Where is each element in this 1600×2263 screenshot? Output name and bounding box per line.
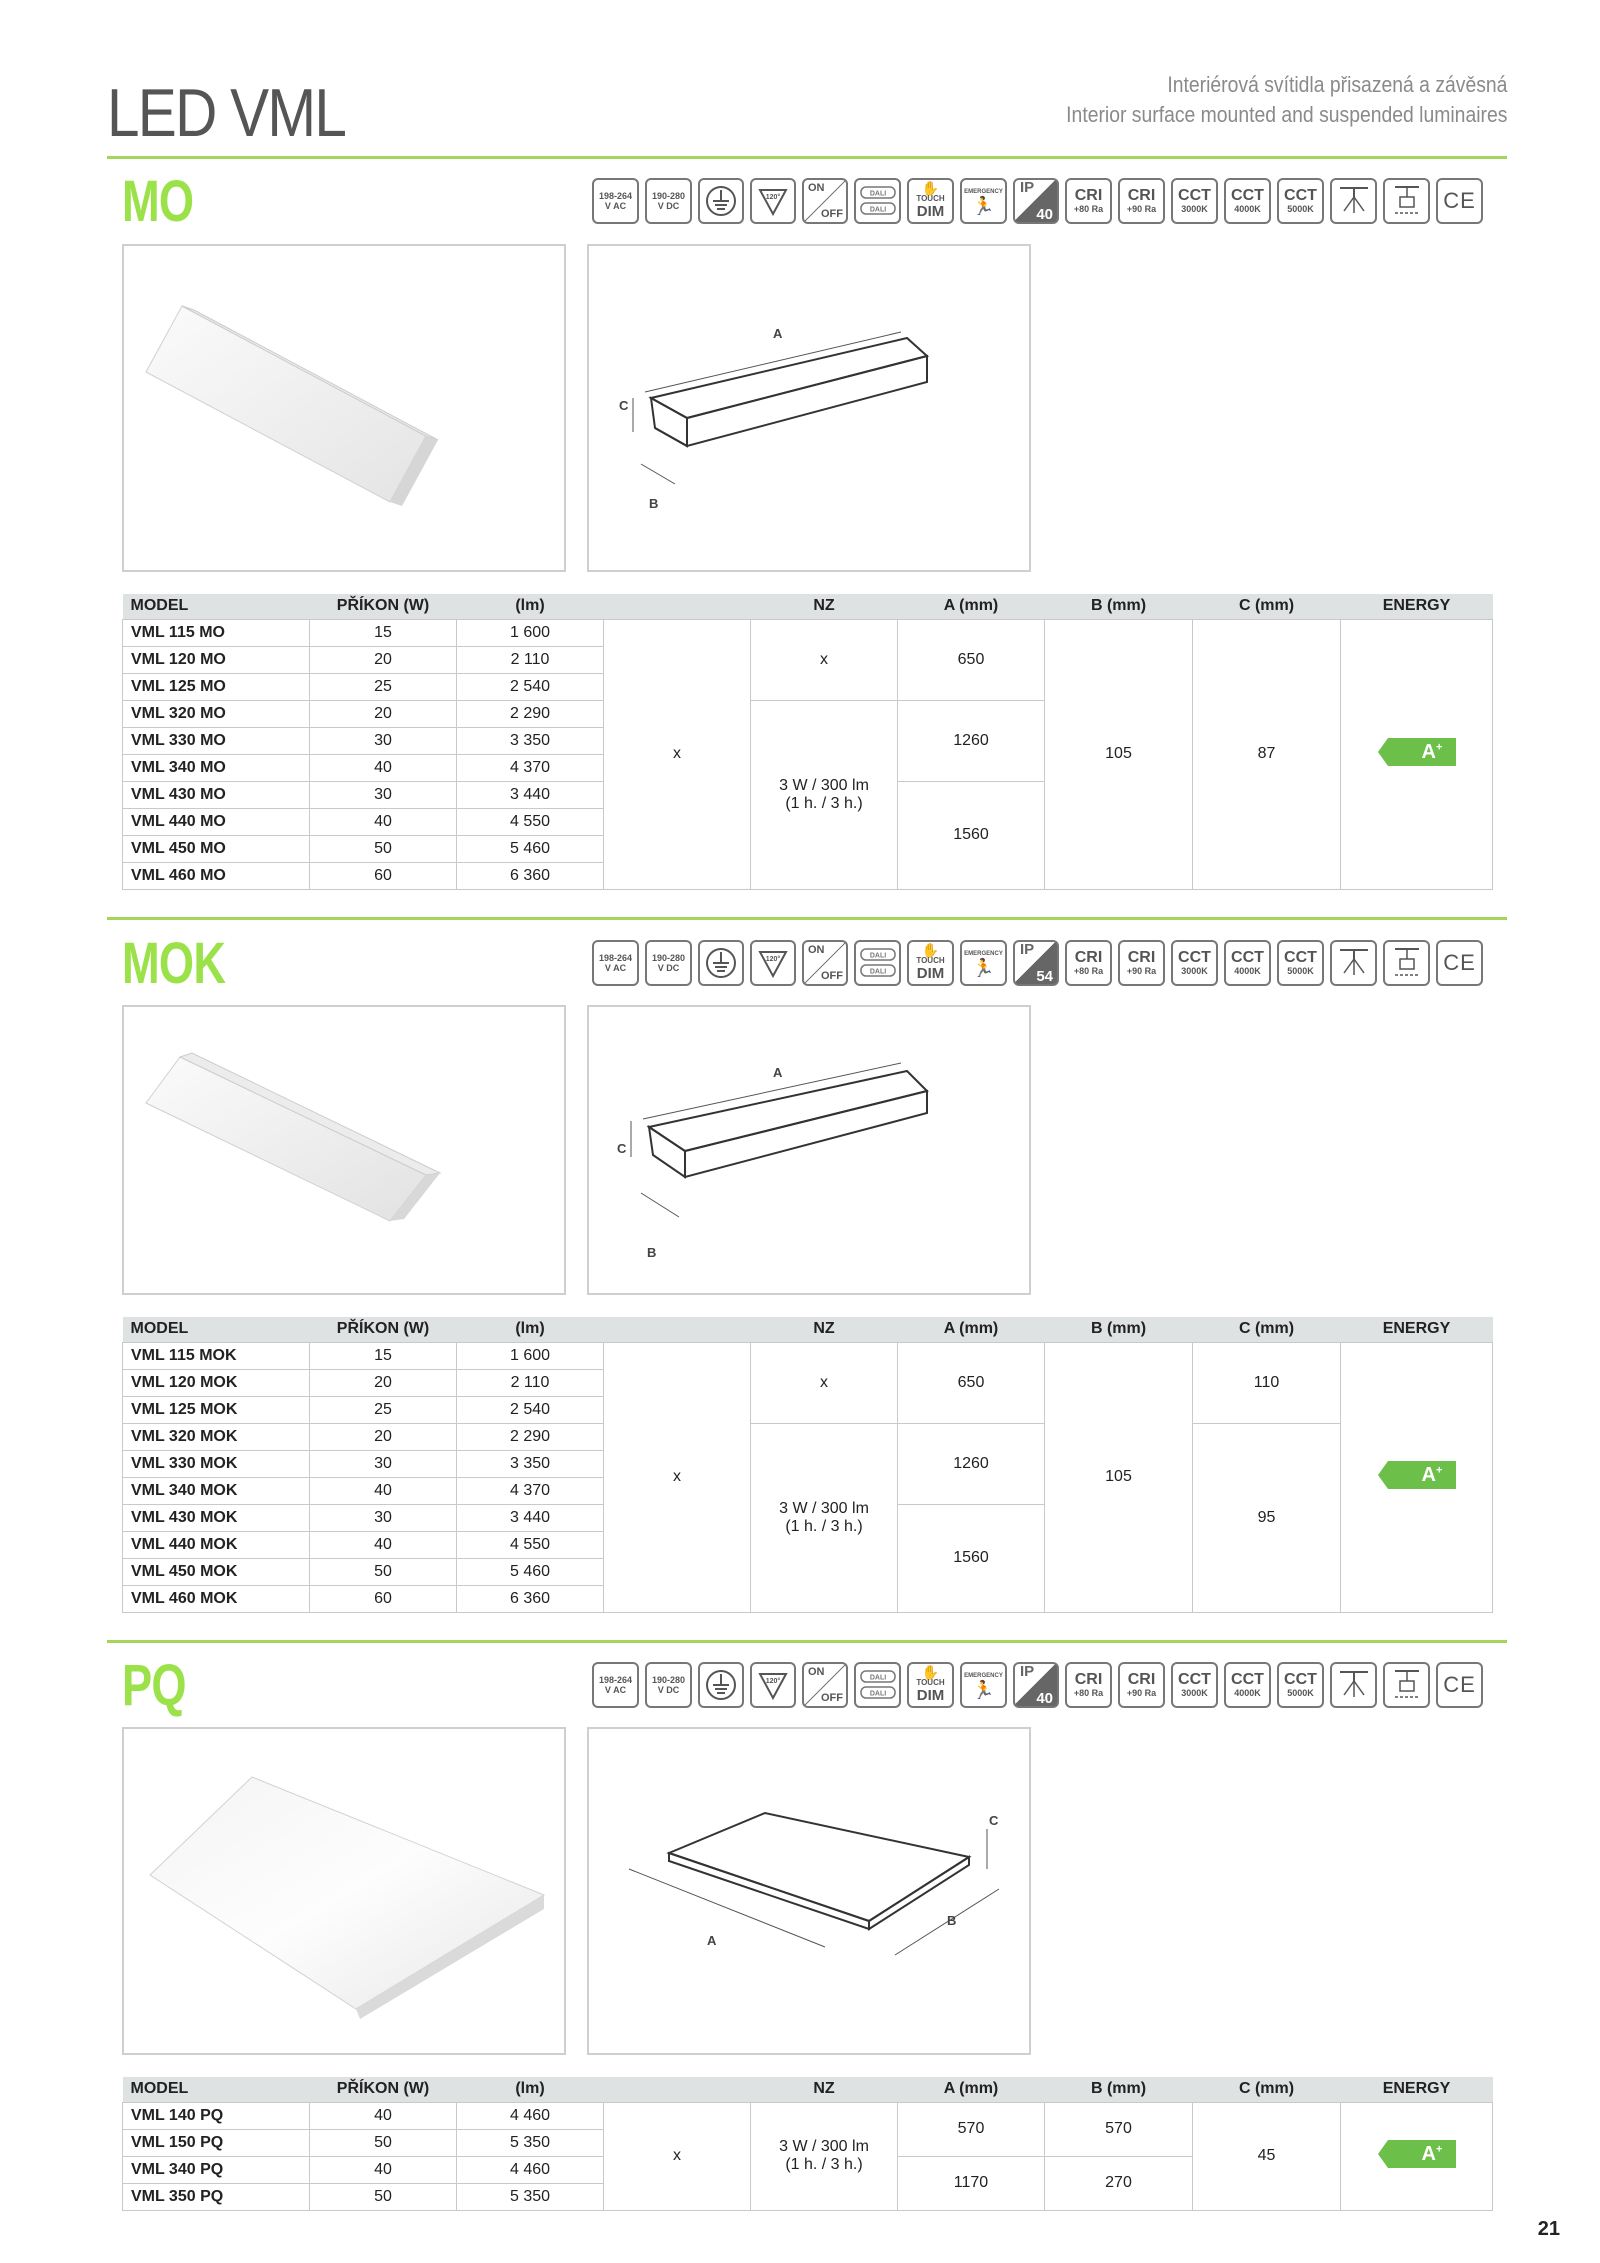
power-cell: 40: [310, 2156, 457, 2183]
lumen-cell: 4 460: [457, 2102, 604, 2129]
suspended-mount-icon: [1383, 1662, 1430, 1708]
b-cell: 105: [1045, 1342, 1193, 1612]
table-row: [123, 1423, 1493, 1450]
cct-4000k-icon: CCT 4000K: [1224, 1662, 1271, 1708]
lumen-cell: 3 350: [457, 727, 604, 754]
touch-dim-icon: ✋ TOUCH DIM: [907, 178, 954, 224]
lumen-cell: 5 350: [457, 2129, 604, 2156]
svg-text:120°: 120°: [765, 194, 781, 201]
spec-table-mok: [122, 1317, 1493, 1613]
voltage-dc-icon: 190-280 V DC: [645, 1662, 692, 1708]
emergency-icon: EMERGENCY 🏃: [960, 1662, 1007, 1708]
col-header-blank: [604, 2077, 751, 2102]
power-cell: 40: [310, 1477, 457, 1504]
table-header: [123, 594, 1493, 619]
suspended-mount-icon: [1383, 940, 1430, 986]
lumen-cell: 2 290: [457, 1423, 604, 1450]
col-header-c: C (mm): [1193, 1317, 1341, 1342]
model-cell: VML 320 MOK: [123, 1423, 310, 1450]
dimension-drawing-pq: [587, 1727, 1031, 2055]
col-header-c: C (mm): [1193, 2077, 1341, 2102]
model-cell: VML 440 MO: [123, 808, 310, 835]
cri-90-icon: CRI +90 Ra: [1118, 178, 1165, 224]
page-subtitle-en: Interior surface mounted and suspended luminaires: [1065, 102, 1507, 127]
earth-icon: [698, 1662, 744, 1708]
col-header-b: B (mm): [1045, 2077, 1193, 2102]
lumen-cell: 5 460: [457, 835, 604, 862]
dim-label-a: A: [773, 1065, 783, 1080]
col-header-lumen: (lm): [457, 2077, 604, 2102]
lumen-cell: 4 460: [457, 2156, 604, 2183]
power-cell: 40: [310, 754, 457, 781]
model-cell: VML 120 MOK: [123, 1369, 310, 1396]
c-cell: 95: [1193, 1423, 1341, 1612]
option-cell: x: [604, 1342, 751, 1612]
power-cell: 60: [310, 1585, 457, 1612]
col-header-c: C (mm): [1193, 594, 1341, 619]
power-cell: 30: [310, 1504, 457, 1531]
power-cell: 30: [310, 781, 457, 808]
c-cell: 110: [1193, 1342, 1341, 1423]
svg-text:DALI: DALI: [869, 952, 886, 960]
dim-label-c: C: [617, 1141, 627, 1156]
dim-label-a: A: [707, 1933, 717, 1948]
dimension-drawing-mok: [587, 1005, 1031, 1295]
model-cell: VML 350 PQ: [123, 2183, 310, 2210]
svg-text:120°: 120°: [765, 956, 781, 963]
section-title-pq: PQ: [122, 1653, 186, 1718]
col-header-nz: NZ: [751, 594, 898, 619]
earth-icon: [698, 940, 744, 986]
svg-text:DALI: DALI: [869, 968, 886, 976]
lumen-cell: 4 370: [457, 1477, 604, 1504]
lumen-cell: 1 600: [457, 619, 604, 646]
emergency-icon: EMERGENCY 🏃: [960, 178, 1007, 224]
cct-5000k-icon: CCT 5000K: [1277, 178, 1324, 224]
lumen-cell: 2 110: [457, 1369, 604, 1396]
ce-mark-icon: CE: [1436, 1662, 1483, 1708]
cct-3000k-icon: CCT 3000K: [1171, 178, 1218, 224]
model-cell: VML 450 MOK: [123, 1558, 310, 1585]
dali-icon: [854, 178, 901, 224]
power-cell: 30: [310, 1450, 457, 1477]
cct-5000k-icon: CCT 5000K: [1277, 940, 1324, 986]
col-header-b: B (mm): [1045, 594, 1193, 619]
model-cell: VML 330 MO: [123, 727, 310, 754]
power-cell: 50: [310, 835, 457, 862]
power-cell: 50: [310, 1558, 457, 1585]
table-header: [123, 2077, 1493, 2102]
section-title-mo: MO: [122, 169, 194, 234]
model-cell: VML 115 MO: [123, 619, 310, 646]
on-off-icon: ON OFF: [802, 178, 848, 224]
col-header-b: B (mm): [1045, 1317, 1193, 1342]
nz-cell: 3 W / 300 lm (1 h. / 3 h.): [751, 1423, 898, 1612]
voltage-ac-icon: 198-264 V AC: [592, 1662, 639, 1708]
dim-label-a: A: [773, 326, 783, 341]
voltage-dc-icon: 190-280 V DC: [645, 940, 692, 986]
lumen-cell: 3 350: [457, 1450, 604, 1477]
suspended-mount-icon: [1383, 178, 1430, 224]
voltage-ac-icon: 198-264 V AC: [592, 178, 639, 224]
beam-angle-icon: [750, 1662, 796, 1708]
dim-label-c: C: [989, 1813, 999, 1828]
model-cell: VML 340 MO: [123, 754, 310, 781]
svg-text:DALI: DALI: [869, 1674, 886, 1682]
power-cell: 60: [310, 862, 457, 889]
nz-cell: 3 W / 300 lm (1 h. / 3 h.): [751, 2102, 898, 2210]
energy-class-badge: A+: [1378, 737, 1456, 767]
power-cell: 50: [310, 2129, 457, 2156]
product-photo-mok: [122, 1005, 566, 1295]
lumen-cell: 5 460: [457, 1558, 604, 1585]
lumen-cell: 4 370: [457, 754, 604, 781]
section-title-mok: MOK: [122, 931, 226, 996]
energy-cell: [1341, 1342, 1493, 1612]
ce-mark-icon: CE: [1436, 940, 1483, 986]
a-cell: 1560: [898, 781, 1045, 889]
ceiling-mount-icon: [1330, 178, 1377, 224]
b-cell: 570: [1045, 2102, 1193, 2156]
energy-cell: [1341, 619, 1493, 889]
nz-cell: 3 W / 300 lm (1 h. / 3 h.): [751, 700, 898, 889]
energy-class-badge: A+: [1378, 2139, 1456, 2169]
power-cell: 50: [310, 2183, 457, 2210]
page-subtitle-cz: Interiérová svítidla přisazená a závěsná: [1166, 72, 1507, 97]
cct-5000k-icon: CCT 5000K: [1277, 1662, 1324, 1708]
col-header-blank: [604, 594, 751, 619]
cri-80-icon: CRI +80 Ra: [1065, 940, 1112, 986]
model-cell: VML 125 MOK: [123, 1396, 310, 1423]
ce-mark-icon: CE: [1436, 178, 1483, 224]
svg-text:DALI: DALI: [869, 190, 886, 198]
lumen-cell: 2 540: [457, 673, 604, 700]
power-cell: 20: [310, 646, 457, 673]
model-cell: VML 450 MO: [123, 835, 310, 862]
dim-label-c: C: [619, 398, 629, 413]
ceiling-mount-icon: [1330, 1662, 1377, 1708]
lumen-cell: 2 290: [457, 700, 604, 727]
svg-text:120°: 120°: [765, 1678, 781, 1685]
col-header-a: A (mm): [898, 2077, 1045, 2102]
model-cell: VML 320 MO: [123, 700, 310, 727]
col-header-blank: [604, 1317, 751, 1342]
col-header-model: MODEL: [123, 2077, 310, 2102]
energy-class-badge: A+: [1378, 1460, 1456, 1490]
option-cell: x: [604, 619, 751, 889]
c-cell: 45: [1193, 2102, 1341, 2210]
ip-rating-icon: IP 54: [1013, 940, 1059, 986]
model-cell: VML 460 MO: [123, 862, 310, 889]
power-cell: 15: [310, 619, 457, 646]
model-cell: VML 430 MO: [123, 781, 310, 808]
a-cell: 1560: [898, 1504, 1045, 1612]
dali-icon: [854, 940, 901, 986]
col-header-lumen: (lm): [457, 594, 604, 619]
header-rule: [107, 156, 1507, 159]
page-number: 21: [1537, 2218, 1560, 2240]
table-row: [123, 619, 1493, 646]
lumen-cell: 2 540: [457, 1396, 604, 1423]
dim-label-b: B: [947, 1913, 957, 1928]
cri-90-icon: CRI +90 Ra: [1118, 1662, 1165, 1708]
lumen-cell: 4 550: [457, 1531, 604, 1558]
a-cell: 650: [898, 1342, 1045, 1423]
lumen-cell: 2 110: [457, 646, 604, 673]
model-cell: VML 430 MOK: [123, 1504, 310, 1531]
feature-icons-mo: [592, 178, 1483, 224]
beam-angle-icon: [750, 940, 796, 986]
cct-3000k-icon: CCT 3000K: [1171, 1662, 1218, 1708]
power-cell: 40: [310, 2102, 457, 2129]
model-cell: VML 125 MO: [123, 673, 310, 700]
col-header-power: PŘÍKON (W): [310, 1317, 457, 1342]
power-cell: 20: [310, 1423, 457, 1450]
power-cell: 40: [310, 1531, 457, 1558]
model-cell: VML 330 MOK: [123, 1450, 310, 1477]
a-cell: 1260: [898, 700, 1045, 781]
voltage-dc-icon: 190-280 V DC: [645, 178, 692, 224]
power-cell: 20: [310, 700, 457, 727]
section-rule-pq: [107, 1640, 1507, 1643]
b-cell: 270: [1045, 2156, 1193, 2210]
svg-text:DALI: DALI: [869, 206, 886, 214]
cct-4000k-icon: CCT 4000K: [1224, 178, 1271, 224]
cct-4000k-icon: CCT 4000K: [1224, 940, 1271, 986]
ceiling-mount-icon: [1330, 940, 1377, 986]
dali-icon: [854, 1662, 901, 1708]
col-header-energy: ENERGY: [1341, 1317, 1493, 1342]
c-cell: 87: [1193, 619, 1341, 889]
col-header-model: MODEL: [123, 1317, 310, 1342]
model-cell: VML 440 MOK: [123, 1531, 310, 1558]
model-cell: VML 120 MO: [123, 646, 310, 673]
svg-text:DALI: DALI: [869, 1690, 886, 1698]
table-row: [123, 1342, 1493, 1369]
power-cell: 30: [310, 727, 457, 754]
option-cell: x: [604, 2102, 751, 2210]
power-cell: 15: [310, 1342, 457, 1369]
ip-rating-icon: IP 40: [1013, 1662, 1059, 1708]
dim-label-b: B: [649, 496, 659, 511]
product-photo-mo: [122, 244, 566, 572]
section-rule-mok: [107, 917, 1507, 920]
product-photo-pq: [122, 1727, 566, 2055]
table-row: [123, 2102, 1493, 2129]
a-cell: 1260: [898, 1423, 1045, 1504]
a-cell: 570: [898, 2102, 1045, 2156]
nz-cell: x: [751, 619, 898, 700]
model-cell: VML 140 PQ: [123, 2102, 310, 2129]
col-header-energy: ENERGY: [1341, 2077, 1493, 2102]
dim-label-b: B: [647, 1245, 657, 1260]
power-cell: 40: [310, 808, 457, 835]
beam-angle-icon: [750, 178, 796, 224]
col-header-a: A (mm): [898, 1317, 1045, 1342]
col-header-power: PŘÍKON (W): [310, 594, 457, 619]
energy-cell: [1341, 2102, 1493, 2210]
model-cell: VML 460 MOK: [123, 1585, 310, 1612]
col-header-power: PŘÍKON (W): [310, 2077, 457, 2102]
dimension-drawing-mo: [587, 244, 1031, 572]
model-cell: VML 340 MOK: [123, 1477, 310, 1504]
lumen-cell: 5 350: [457, 2183, 604, 2210]
spec-table-pq: [122, 2077, 1493, 2211]
model-cell: VML 150 PQ: [123, 2129, 310, 2156]
ip-rating-icon: IP 40: [1013, 178, 1059, 224]
lumen-cell: 1 600: [457, 1342, 604, 1369]
col-header-a: A (mm): [898, 594, 1045, 619]
lumen-cell: 6 360: [457, 1585, 604, 1612]
on-off-icon: ON OFF: [802, 940, 848, 986]
lumen-cell: 3 440: [457, 1504, 604, 1531]
feature-icons-pq: [592, 1662, 1483, 1708]
a-cell: 1170: [898, 2156, 1045, 2210]
page-title: LED VML: [107, 75, 346, 151]
nz-cell: x: [751, 1342, 898, 1423]
on-off-icon: ON OFF: [802, 1662, 848, 1708]
lumen-cell: 4 550: [457, 808, 604, 835]
cri-80-icon: CRI +80 Ra: [1065, 1662, 1112, 1708]
col-header-nz: NZ: [751, 2077, 898, 2102]
col-header-energy: ENERGY: [1341, 594, 1493, 619]
touch-dim-icon: ✋ TOUCH DIM: [907, 1662, 954, 1708]
model-cell: VML 115 MOK: [123, 1342, 310, 1369]
col-header-nz: NZ: [751, 1317, 898, 1342]
power-cell: 25: [310, 1396, 457, 1423]
lumen-cell: 6 360: [457, 862, 604, 889]
table-header: [123, 1317, 1493, 1342]
voltage-ac-icon: 198-264 V AC: [592, 940, 639, 986]
lumen-cell: 3 440: [457, 781, 604, 808]
cri-80-icon: CRI +80 Ra: [1065, 178, 1112, 224]
cct-3000k-icon: CCT 3000K: [1171, 940, 1218, 986]
model-cell: VML 340 PQ: [123, 2156, 310, 2183]
emergency-icon: EMERGENCY 🏃: [960, 940, 1007, 986]
col-header-model: MODEL: [123, 594, 310, 619]
power-cell: 25: [310, 673, 457, 700]
b-cell: 105: [1045, 619, 1193, 889]
earth-icon: [698, 178, 744, 224]
cri-90-icon: CRI +90 Ra: [1118, 940, 1165, 986]
a-cell: 650: [898, 619, 1045, 700]
col-header-lumen: (lm): [457, 1317, 604, 1342]
feature-icons-mok: [592, 940, 1483, 986]
power-cell: 20: [310, 1369, 457, 1396]
spec-table-mo: [122, 594, 1493, 890]
touch-dim-icon: ✋ TOUCH DIM: [907, 940, 954, 986]
